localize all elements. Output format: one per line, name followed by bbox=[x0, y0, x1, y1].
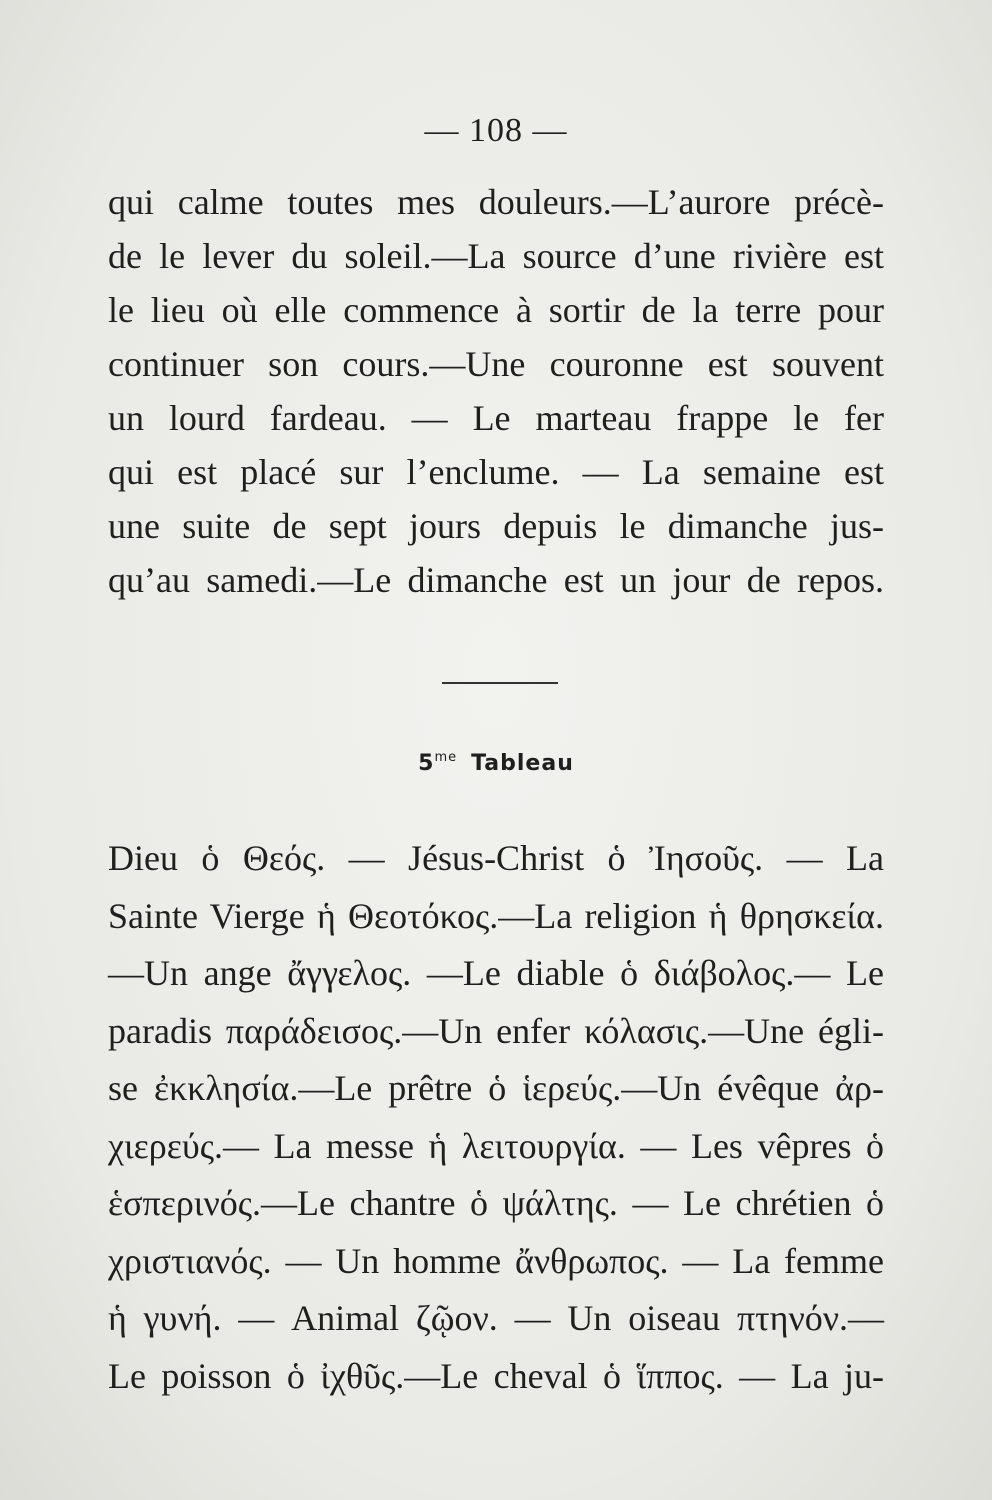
section-title: Tableau bbox=[471, 751, 574, 776]
text-line: paradis παράδεισος.—Un enfer κόλασις.—Une égli- bbox=[108, 1010, 884, 1051]
section-divider bbox=[442, 682, 558, 684]
text-line: ἡ γυνή. — Animal ζῷον. — Un oiseau πτηνόν.— bbox=[108, 1298, 884, 1338]
text-line: qu’au samedi.—Le dimanche est un jour de repos. bbox=[108, 560, 884, 600]
text-line: χιερεύς.— La messe ἡ λειτουργία. — Les vêpres ὁ bbox=[108, 1125, 884, 1166]
text-line: —Un ange ἄγγελος. —Le diable ὁ διάβολος.— Le bbox=[108, 953, 884, 993]
section-ordinal: 5 bbox=[418, 751, 435, 776]
section-heading bbox=[0, 750, 992, 776]
text-line: Dieu ὁ Θεός. — Jésus-Christ ὁ Ἰησοῦς. — La bbox=[108, 838, 884, 878]
text-line: Sainte Vierge ἡ Θεοτόκος.—La religion ἡ θρησκεία. bbox=[108, 895, 884, 936]
text-line: continuer son cours.—Une couronne est souvent bbox=[108, 344, 884, 384]
text-line: χριστιανός. — Un homme ἄνθρωπος. — La femme bbox=[108, 1240, 884, 1281]
text-line: un lourd fardeau. — Le marteau frappe le fer bbox=[108, 398, 884, 438]
text-line: qui calme toutes mes douleurs.—L’aurore précè- bbox=[108, 182, 884, 222]
text-line: se ἐκκλησία.—Le prêtre ὁ ἱερεύς.—Un évêque ἀρ- bbox=[108, 1068, 884, 1108]
text-line: le lieu où elle commence à sortir de la terre pour bbox=[108, 290, 884, 330]
section-ordinal-suffix: me bbox=[434, 750, 458, 765]
text-line: qui est placé sur l’enclume. — La semaine est bbox=[108, 452, 884, 492]
tableau-paragraph bbox=[108, 830, 884, 1405]
text-line: de le lever du soleil.—La source d’une rivière est bbox=[108, 236, 884, 276]
text-line: une suite de sept jours depuis le dimanche jus- bbox=[108, 506, 884, 546]
text-line: Le poisson ὁ ἰχθῦς.—Le cheval ὁ ἵππος. — La ju- bbox=[108, 1355, 884, 1396]
text-line: ἑσπερινός.—Le chantre ὁ ψάλτης. — Le chrétien ὁ bbox=[108, 1183, 884, 1223]
top-paragraph bbox=[108, 175, 884, 607]
page-number: — 108 — bbox=[424, 112, 568, 149]
